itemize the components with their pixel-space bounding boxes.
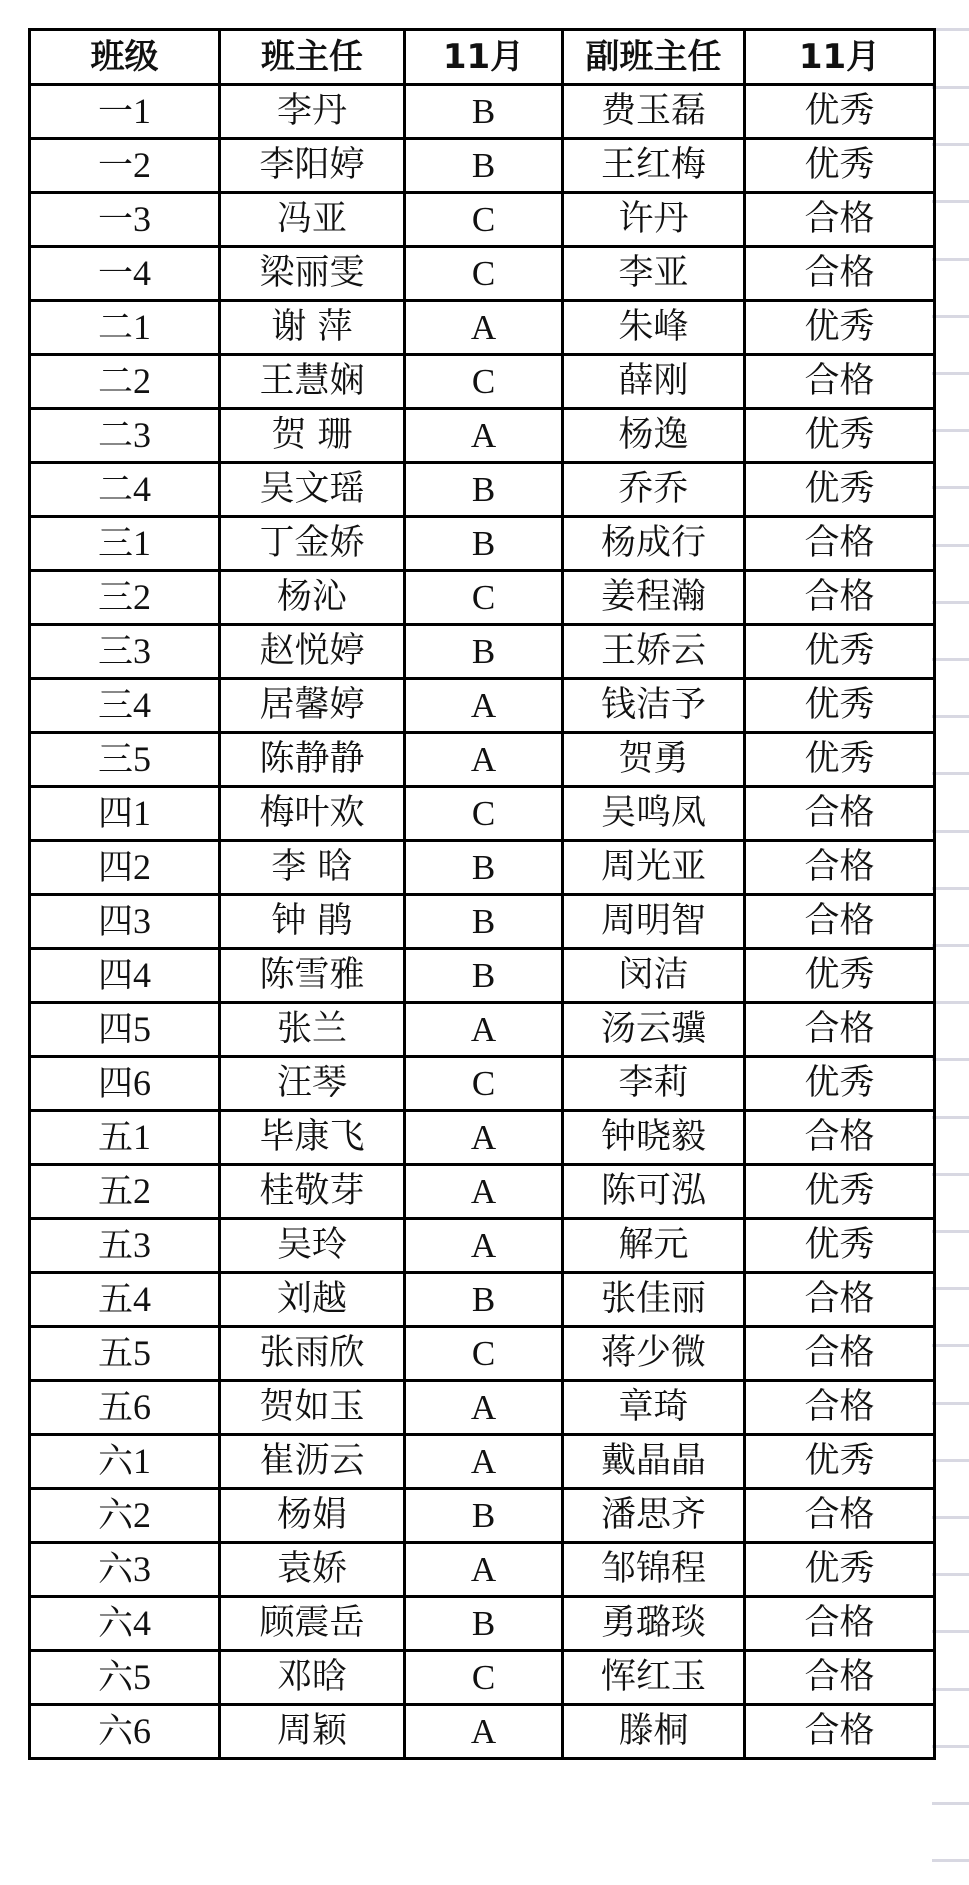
class-grade-prefix: 六 (97, 1550, 133, 1590)
deputy-teacher-cell: 陈可泓 (563, 1165, 745, 1219)
head-grade-cell: A (405, 301, 563, 355)
head-grade-cell: C (405, 1057, 563, 1111)
table-row (30, 1219, 935, 1273)
head-teacher-cell: 赵悦婷 (220, 625, 405, 679)
table-row (30, 787, 935, 841)
row-divider-stripe (932, 1745, 969, 1748)
deputy-grade-cell: 优秀 (745, 625, 935, 679)
row-divider-stripe (932, 1459, 969, 1462)
deputy-grade-cell: 合格 (745, 1111, 935, 1165)
deputy-teacher-cell: 闵洁 (563, 949, 745, 1003)
table-row (30, 193, 935, 247)
head-teacher-cell: 毕康飞 (220, 1111, 405, 1165)
class-number: 3 (133, 415, 151, 455)
class-cell (30, 463, 220, 517)
deputy-teacher-cell: 李亚 (563, 247, 745, 301)
row-divider-stripe (932, 658, 969, 661)
row-divider-stripe (932, 715, 969, 718)
deputy-grade-cell: 优秀 (745, 301, 935, 355)
header-head-grade-month: 11月 (405, 30, 563, 85)
head-grade-cell: C (405, 355, 563, 409)
class-grade-prefix: 六 (97, 1604, 133, 1644)
class-cell (30, 679, 220, 733)
class-grade-prefix: 一 (97, 146, 133, 186)
deputy-grade-cell: 优秀 (745, 1165, 935, 1219)
class-grade-prefix: 一 (97, 92, 133, 132)
header-deputy-teacher: 副班主任 (563, 30, 745, 85)
head-grade-cell: B (405, 139, 563, 193)
row-divider-stripe (932, 86, 969, 89)
deputy-teacher-cell: 朱峰 (563, 301, 745, 355)
head-teacher-cell: 冯亚 (220, 193, 405, 247)
class-cell (30, 625, 220, 679)
table-row (30, 841, 935, 895)
row-divider-stripe (932, 486, 969, 489)
head-teacher-cell: 张兰 (220, 1003, 405, 1057)
row-divider-stripe (932, 1344, 969, 1347)
row-divider-stripe (932, 429, 969, 432)
head-grade-cell: C (405, 1327, 563, 1381)
class-cell (30, 301, 220, 355)
class-grade-prefix: 四 (97, 956, 133, 996)
class-cell (30, 1543, 220, 1597)
deputy-teacher-cell: 勇璐琰 (563, 1597, 745, 1651)
row-divider-stripe (932, 1573, 969, 1576)
deputy-grade-cell: 合格 (745, 1651, 935, 1705)
deputy-grade-cell: 优秀 (745, 949, 935, 1003)
head-teacher-cell: 贺如玉 (220, 1381, 405, 1435)
head-teacher-cell: 桂敬芽 (220, 1165, 405, 1219)
table-row (30, 1003, 935, 1057)
table-row (30, 1597, 935, 1651)
header-class: 班级 (30, 30, 220, 85)
class-number: 2 (133, 361, 151, 401)
row-divider-stripe (932, 1230, 969, 1233)
head-teacher-cell: 吴玲 (220, 1219, 405, 1273)
deputy-teacher-cell: 周光亚 (563, 841, 745, 895)
table-row (30, 1273, 935, 1327)
head-grade-cell: B (405, 625, 563, 679)
class-cell (30, 247, 220, 301)
head-grade-cell: A (405, 1705, 563, 1759)
class-number: 4 (133, 1279, 151, 1319)
deputy-teacher-cell: 薛刚 (563, 355, 745, 409)
deputy-grade-cell: 合格 (745, 1003, 935, 1057)
class-grade-prefix: 四 (97, 848, 133, 888)
class-number: 1 (133, 1441, 151, 1481)
deputy-grade-cell: 优秀 (745, 409, 935, 463)
table-row (30, 355, 935, 409)
class-number: 2 (133, 1495, 151, 1535)
class-grade-prefix: 三 (97, 578, 133, 618)
class-grade-prefix: 三 (97, 632, 133, 672)
table-row (30, 85, 935, 139)
head-teacher-cell: 汪琴 (220, 1057, 405, 1111)
head-grade-cell: B (405, 85, 563, 139)
deputy-teacher-cell: 钟晓毅 (563, 1111, 745, 1165)
class-cell (30, 355, 220, 409)
row-divider-stripe (932, 1001, 969, 1004)
row-divider-stripe (932, 1516, 969, 1519)
class-number: 2 (133, 847, 151, 887)
class-grade-prefix: 二 (97, 362, 133, 402)
class-cell (30, 1381, 220, 1435)
table-row (30, 247, 935, 301)
head-teacher-cell: 李阳婷 (220, 139, 405, 193)
row-divider-stripe (932, 1802, 969, 1805)
row-divider-stripe (932, 1688, 969, 1691)
table-row (30, 895, 935, 949)
class-grade-prefix: 六 (97, 1496, 133, 1536)
class-cell (30, 193, 220, 247)
head-teacher-cell: 陈静静 (220, 733, 405, 787)
class-cell (30, 949, 220, 1003)
class-cell (30, 1651, 220, 1705)
table-row (30, 1165, 935, 1219)
head-teacher-cell: 丁金娇 (220, 517, 405, 571)
head-grade-cell: C (405, 571, 563, 625)
table-row (30, 1705, 935, 1759)
class-cell (30, 139, 220, 193)
row-divider-stripe (932, 1630, 969, 1633)
class-grade-prefix: 五 (97, 1118, 133, 1158)
head-grade-cell: C (405, 1651, 563, 1705)
row-divider-stripe (932, 200, 969, 203)
deputy-teacher-cell: 王红梅 (563, 139, 745, 193)
head-teacher-cell: 陈雪雅 (220, 949, 405, 1003)
class-grade-prefix: 四 (97, 1064, 133, 1104)
deputy-grade-cell: 合格 (745, 1597, 935, 1651)
class-cell (30, 787, 220, 841)
head-teacher-cell: 吴文瑶 (220, 463, 405, 517)
deputy-grade-cell: 合格 (745, 571, 935, 625)
class-number: 6 (133, 1711, 151, 1751)
class-number: 1 (133, 91, 151, 131)
deputy-teacher-cell: 杨逸 (563, 409, 745, 463)
deputy-grade-cell: 优秀 (745, 85, 935, 139)
deputy-teacher-cell: 邹锦程 (563, 1543, 745, 1597)
class-number: 3 (133, 1549, 151, 1589)
deputy-grade-cell: 优秀 (745, 1057, 935, 1111)
header-head-teacher: 班主任 (220, 30, 405, 85)
class-grade-prefix: 五 (97, 1334, 133, 1374)
deputy-teacher-cell: 戴晶晶 (563, 1435, 745, 1489)
class-grade-prefix: 五 (97, 1172, 133, 1212)
class-cell (30, 1003, 220, 1057)
class-grade-prefix: 三 (97, 740, 133, 780)
deputy-grade-cell: 合格 (745, 193, 935, 247)
head-teacher-cell: 袁娇 (220, 1543, 405, 1597)
class-grade-prefix: 四 (97, 1010, 133, 1050)
deputy-teacher-cell: 张佳丽 (563, 1273, 745, 1327)
head-teacher-cell: 邓晗 (220, 1651, 405, 1705)
class-grade-prefix: 五 (97, 1226, 133, 1266)
table-row (30, 139, 935, 193)
head-grade-cell: A (405, 1435, 563, 1489)
head-grade-cell: A (405, 1003, 563, 1057)
row-divider-stripe (932, 372, 969, 375)
deputy-teacher-cell: 解元 (563, 1219, 745, 1273)
head-teacher-cell: 顾震岳 (220, 1597, 405, 1651)
class-cell (30, 1597, 220, 1651)
head-grade-cell: A (405, 679, 563, 733)
row-divider-stripe (932, 544, 969, 547)
class-number: 6 (133, 1387, 151, 1427)
class-grade-prefix: 五 (97, 1388, 133, 1428)
head-teacher-cell: 李 晗 (220, 841, 405, 895)
class-grade-prefix: 四 (97, 902, 133, 942)
side-stripes (932, 28, 969, 1861)
class-cell (30, 841, 220, 895)
deputy-grade-cell: 优秀 (745, 139, 935, 193)
class-grade-prefix: 五 (97, 1280, 133, 1320)
class-number: 2 (133, 577, 151, 617)
class-cell (30, 1219, 220, 1273)
head-teacher-cell: 居馨婷 (220, 679, 405, 733)
class-number: 1 (133, 523, 151, 563)
table-row (30, 1435, 935, 1489)
table-row (30, 1111, 935, 1165)
class-cell (30, 1057, 220, 1111)
deputy-teacher-cell: 汤云骥 (563, 1003, 745, 1057)
deputy-grade-cell: 优秀 (745, 733, 935, 787)
deputy-teacher-cell: 乔乔 (563, 463, 745, 517)
deputy-teacher-cell: 蒋少微 (563, 1327, 745, 1381)
head-teacher-cell: 贺 珊 (220, 409, 405, 463)
head-teacher-cell: 钟 鹃 (220, 895, 405, 949)
row-divider-stripe (932, 1173, 969, 1176)
class-number: 1 (133, 1117, 151, 1157)
head-grade-cell: C (405, 193, 563, 247)
class-number: 3 (133, 901, 151, 941)
deputy-grade-cell: 合格 (745, 787, 935, 841)
table-row (30, 517, 935, 571)
table-row (30, 733, 935, 787)
head-teacher-cell: 李丹 (220, 85, 405, 139)
head-grade-cell: B (405, 517, 563, 571)
class-cell (30, 1273, 220, 1327)
class-number: 3 (133, 1225, 151, 1265)
deputy-teacher-cell: 许丹 (563, 193, 745, 247)
head-grade-cell: A (405, 1219, 563, 1273)
table-row (30, 1543, 935, 1597)
class-cell (30, 895, 220, 949)
deputy-teacher-cell: 滕桐 (563, 1705, 745, 1759)
head-grade-cell: B (405, 1489, 563, 1543)
table-row (30, 625, 935, 679)
deputy-grade-cell: 合格 (745, 1327, 935, 1381)
deputy-teacher-cell: 李莉 (563, 1057, 745, 1111)
head-grade-cell: B (405, 949, 563, 1003)
deputy-grade-cell: 合格 (745, 841, 935, 895)
head-grade-cell: B (405, 463, 563, 517)
deputy-grade-cell: 合格 (745, 247, 935, 301)
head-teacher-cell: 王慧娴 (220, 355, 405, 409)
table-row (30, 1489, 935, 1543)
row-divider-stripe (932, 887, 969, 890)
head-teacher-cell: 谢 萍 (220, 301, 405, 355)
row-divider-stripe (932, 1859, 969, 1862)
table-row (30, 571, 935, 625)
table-row (30, 1651, 935, 1705)
class-number: 5 (133, 739, 151, 779)
class-grade-prefix: 一 (97, 200, 133, 240)
deputy-teacher-cell: 杨成行 (563, 517, 745, 571)
table-row (30, 409, 935, 463)
head-grade-cell: A (405, 733, 563, 787)
table-row (30, 1381, 935, 1435)
head-grade-cell: A (405, 1381, 563, 1435)
row-divider-stripe (932, 143, 969, 146)
deputy-teacher-cell: 潘思齐 (563, 1489, 745, 1543)
class-number: 1 (133, 793, 151, 833)
head-teacher-cell: 杨娟 (220, 1489, 405, 1543)
head-grade-cell: C (405, 787, 563, 841)
class-grade-prefix: 三 (97, 524, 133, 564)
class-teacher-table (28, 28, 936, 1760)
table-row (30, 679, 935, 733)
class-number: 4 (133, 253, 151, 293)
class-grade-prefix: 六 (97, 1712, 133, 1752)
class-number: 1 (133, 307, 151, 347)
head-grade-cell: B (405, 895, 563, 949)
head-grade-cell: A (405, 1111, 563, 1165)
row-divider-stripe (932, 1402, 969, 1405)
deputy-grade-cell: 优秀 (745, 1543, 935, 1597)
class-grade-prefix: 六 (97, 1442, 133, 1482)
class-cell (30, 1705, 220, 1759)
row-divider-stripe (932, 772, 969, 775)
row-divider-stripe (932, 28, 969, 31)
head-teacher-cell: 刘越 (220, 1273, 405, 1327)
deputy-teacher-cell: 姜程瀚 (563, 571, 745, 625)
class-number: 2 (133, 145, 151, 185)
deputy-grade-cell: 优秀 (745, 1219, 935, 1273)
deputy-grade-cell: 合格 (745, 1273, 935, 1327)
deputy-teacher-cell: 钱洁予 (563, 679, 745, 733)
row-divider-stripe (932, 1116, 969, 1119)
deputy-teacher-cell: 吴鸣凤 (563, 787, 745, 841)
head-grade-cell: B (405, 1597, 563, 1651)
class-grade-prefix: 四 (97, 794, 133, 834)
head-teacher-cell: 张雨欣 (220, 1327, 405, 1381)
table-row (30, 1057, 935, 1111)
class-grade-prefix: 二 (97, 470, 133, 510)
deputy-grade-cell: 合格 (745, 1381, 935, 1435)
head-teacher-cell: 梅叶欢 (220, 787, 405, 841)
class-number: 4 (133, 685, 151, 725)
header-row (30, 30, 935, 85)
class-cell (30, 85, 220, 139)
deputy-grade-cell: 合格 (745, 517, 935, 571)
deputy-grade-cell: 合格 (745, 355, 935, 409)
head-teacher-cell: 崔沥云 (220, 1435, 405, 1489)
table-row (30, 463, 935, 517)
head-grade-cell: A (405, 1543, 563, 1597)
deputy-grade-cell: 合格 (745, 1489, 935, 1543)
class-number: 2 (133, 1171, 151, 1211)
head-grade-cell: A (405, 1165, 563, 1219)
class-number: 6 (133, 1063, 151, 1103)
class-number: 3 (133, 631, 151, 671)
deputy-grade-cell: 合格 (745, 895, 935, 949)
deputy-teacher-cell: 章琦 (563, 1381, 745, 1435)
head-grade-cell: A (405, 409, 563, 463)
class-number: 5 (133, 1657, 151, 1697)
class-cell (30, 1165, 220, 1219)
row-divider-stripe (932, 258, 969, 261)
class-grade-prefix: 二 (97, 416, 133, 456)
row-divider-stripe (932, 830, 969, 833)
deputy-teacher-cell: 王娇云 (563, 625, 745, 679)
deputy-grade-cell: 优秀 (745, 1435, 935, 1489)
deputy-teacher-cell: 恽红玉 (563, 1651, 745, 1705)
class-cell (30, 1327, 220, 1381)
head-grade-cell: B (405, 1273, 563, 1327)
class-grade-prefix: 六 (97, 1658, 133, 1698)
head-grade-cell: B (405, 841, 563, 895)
table-row (30, 301, 935, 355)
row-divider-stripe (932, 944, 969, 947)
class-number: 5 (133, 1009, 151, 1049)
class-number: 5 (133, 1333, 151, 1373)
deputy-grade-cell: 优秀 (745, 463, 935, 517)
head-grade-cell: C (405, 247, 563, 301)
head-teacher-cell: 梁丽雯 (220, 247, 405, 301)
deputy-teacher-cell: 周明智 (563, 895, 745, 949)
table-row (30, 1327, 935, 1381)
header-deputy-grade-month: 11月 (745, 30, 935, 85)
row-divider-stripe (932, 1058, 969, 1061)
class-number: 4 (133, 469, 151, 509)
class-cell (30, 1489, 220, 1543)
class-grade-prefix: 二 (97, 308, 133, 348)
class-grade-prefix: 三 (97, 686, 133, 726)
deputy-grade-cell: 合格 (745, 1705, 935, 1759)
class-grade-prefix: 一 (97, 254, 133, 294)
row-divider-stripe (932, 1287, 969, 1290)
class-cell (30, 409, 220, 463)
head-teacher-cell: 杨沁 (220, 571, 405, 625)
class-cell (30, 1111, 220, 1165)
class-cell (30, 1435, 220, 1489)
deputy-teacher-cell: 费玉磊 (563, 85, 745, 139)
table-row (30, 949, 935, 1003)
deputy-grade-cell: 优秀 (745, 679, 935, 733)
class-cell (30, 517, 220, 571)
head-teacher-cell: 周颖 (220, 1705, 405, 1759)
deputy-teacher-cell: 贺勇 (563, 733, 745, 787)
class-number: 4 (133, 1603, 151, 1643)
row-divider-stripe (932, 601, 969, 604)
class-number: 4 (133, 955, 151, 995)
class-cell (30, 571, 220, 625)
class-number: 3 (133, 199, 151, 239)
row-divider-stripe (932, 315, 969, 318)
class-cell (30, 733, 220, 787)
